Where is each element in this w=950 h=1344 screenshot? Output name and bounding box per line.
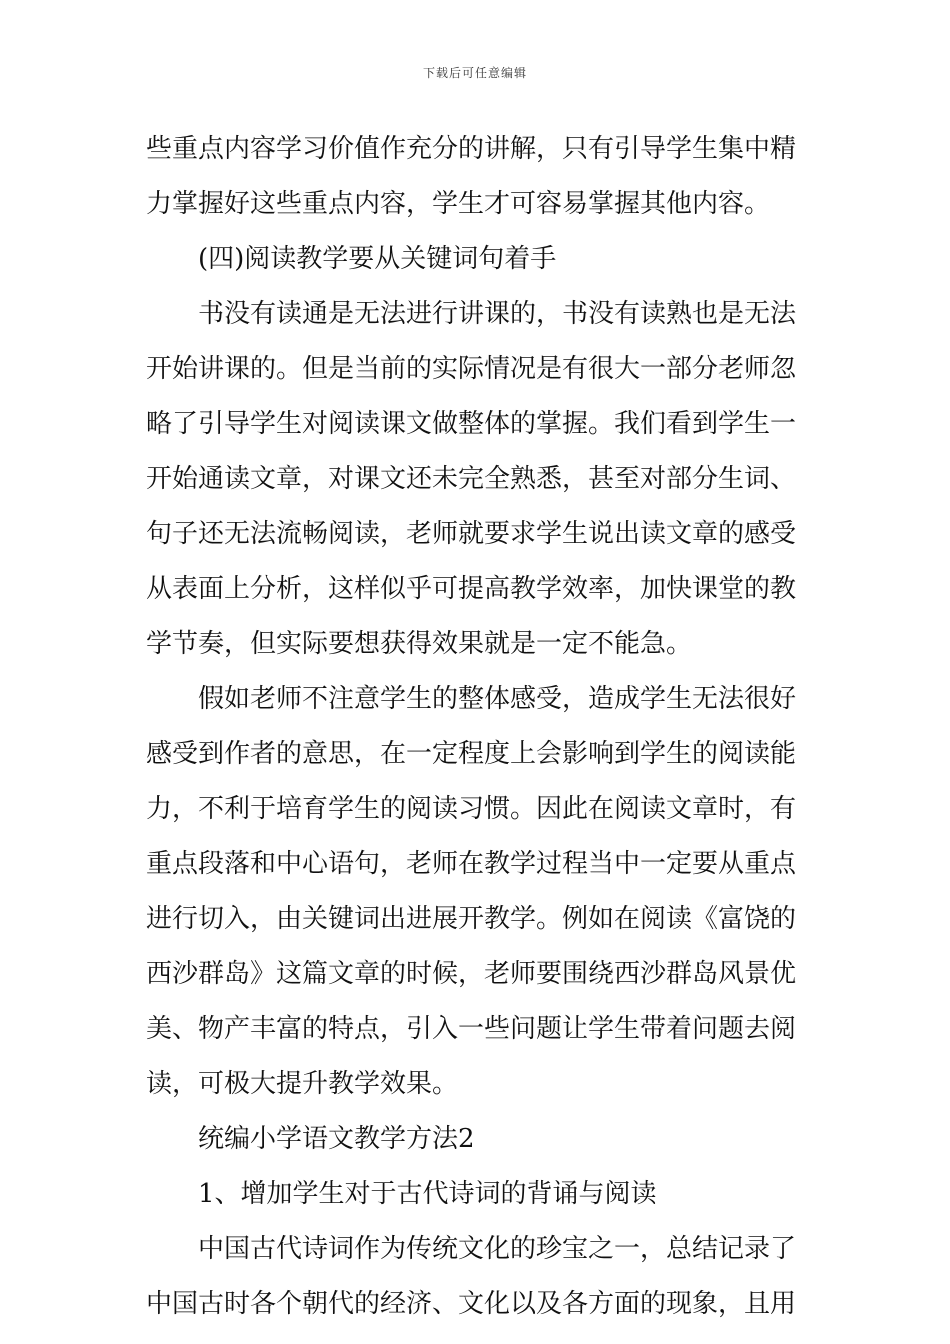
text-line: 力掌握好这些重点内容，学生才可容易掌握其他内容。 <box>146 189 771 219</box>
text-line: 读，可极大提升教学效果。 <box>146 1069 459 1099</box>
document-body <box>146 122 806 1332</box>
text-line: 西沙群岛》这篇文章的时候，老师要围绕西沙群岛风景优 <box>146 959 797 989</box>
text-line: 从表面上分析，这样似乎可提高教学效率，加快课堂的教 <box>146 574 797 604</box>
text-line: 美、物产丰富的特点，引入一些问题让学生带着问题去阅 <box>146 1014 797 1044</box>
section-heading: (四)阅读教学要从关键词句着手 <box>198 244 557 274</box>
section-heading: 统编小学语文教学方法2 <box>198 1124 475 1154</box>
text-line: 中国古代诗词作为传统文化的珍宝之一，总结记录了 <box>198 1234 797 1264</box>
text-line: 重点段落和中心语句，老师在教学过程当中一定要从重点 <box>146 849 797 879</box>
text-line: 句子还无法流畅阅读，老师就要求学生说出读文章的感受 <box>146 519 797 549</box>
text-line: 些重点内容学习价值作充分的讲解，只有引导学生集中精 <box>146 134 797 164</box>
page-header-note: 下载后可任意编辑 <box>422 66 527 80</box>
text-line: 开始通读文章，对课文还未完全熟悉，甚至对部分生词、 <box>146 464 797 494</box>
text-line: 略了引导学生对阅读课文做整体的掌握。我们看到学生一 <box>146 409 797 439</box>
text-line: 学节奏，但实际要想获得效果就是一定不能急。 <box>146 629 693 659</box>
text-line: 假如老师不注意学生的整体感受，造成学生无法很好 <box>198 684 797 714</box>
text-line: 中国古时各个朝代的经济、文化以及各方面的现象，且用 <box>146 1289 797 1319</box>
text-line: 感受到作者的意思，在一定程度上会影响到学生的阅读能 <box>146 739 797 769</box>
section-heading: 1、增加学生对于古代诗词的背诵与阅读 <box>198 1179 657 1209</box>
text-line: 开始讲课的。但是当前的实际情况是有很大一部分老师忽 <box>146 354 797 384</box>
text-line: 书没有读通是无法进行讲课的，书没有读熟也是无法 <box>198 299 797 329</box>
text-line: 力，不利于培育学生的阅读习惯。因此在阅读文章时，有 <box>146 794 797 824</box>
text-line: 进行切入，由关键词出进展开教学。例如在阅读《富饶的 <box>146 904 797 934</box>
